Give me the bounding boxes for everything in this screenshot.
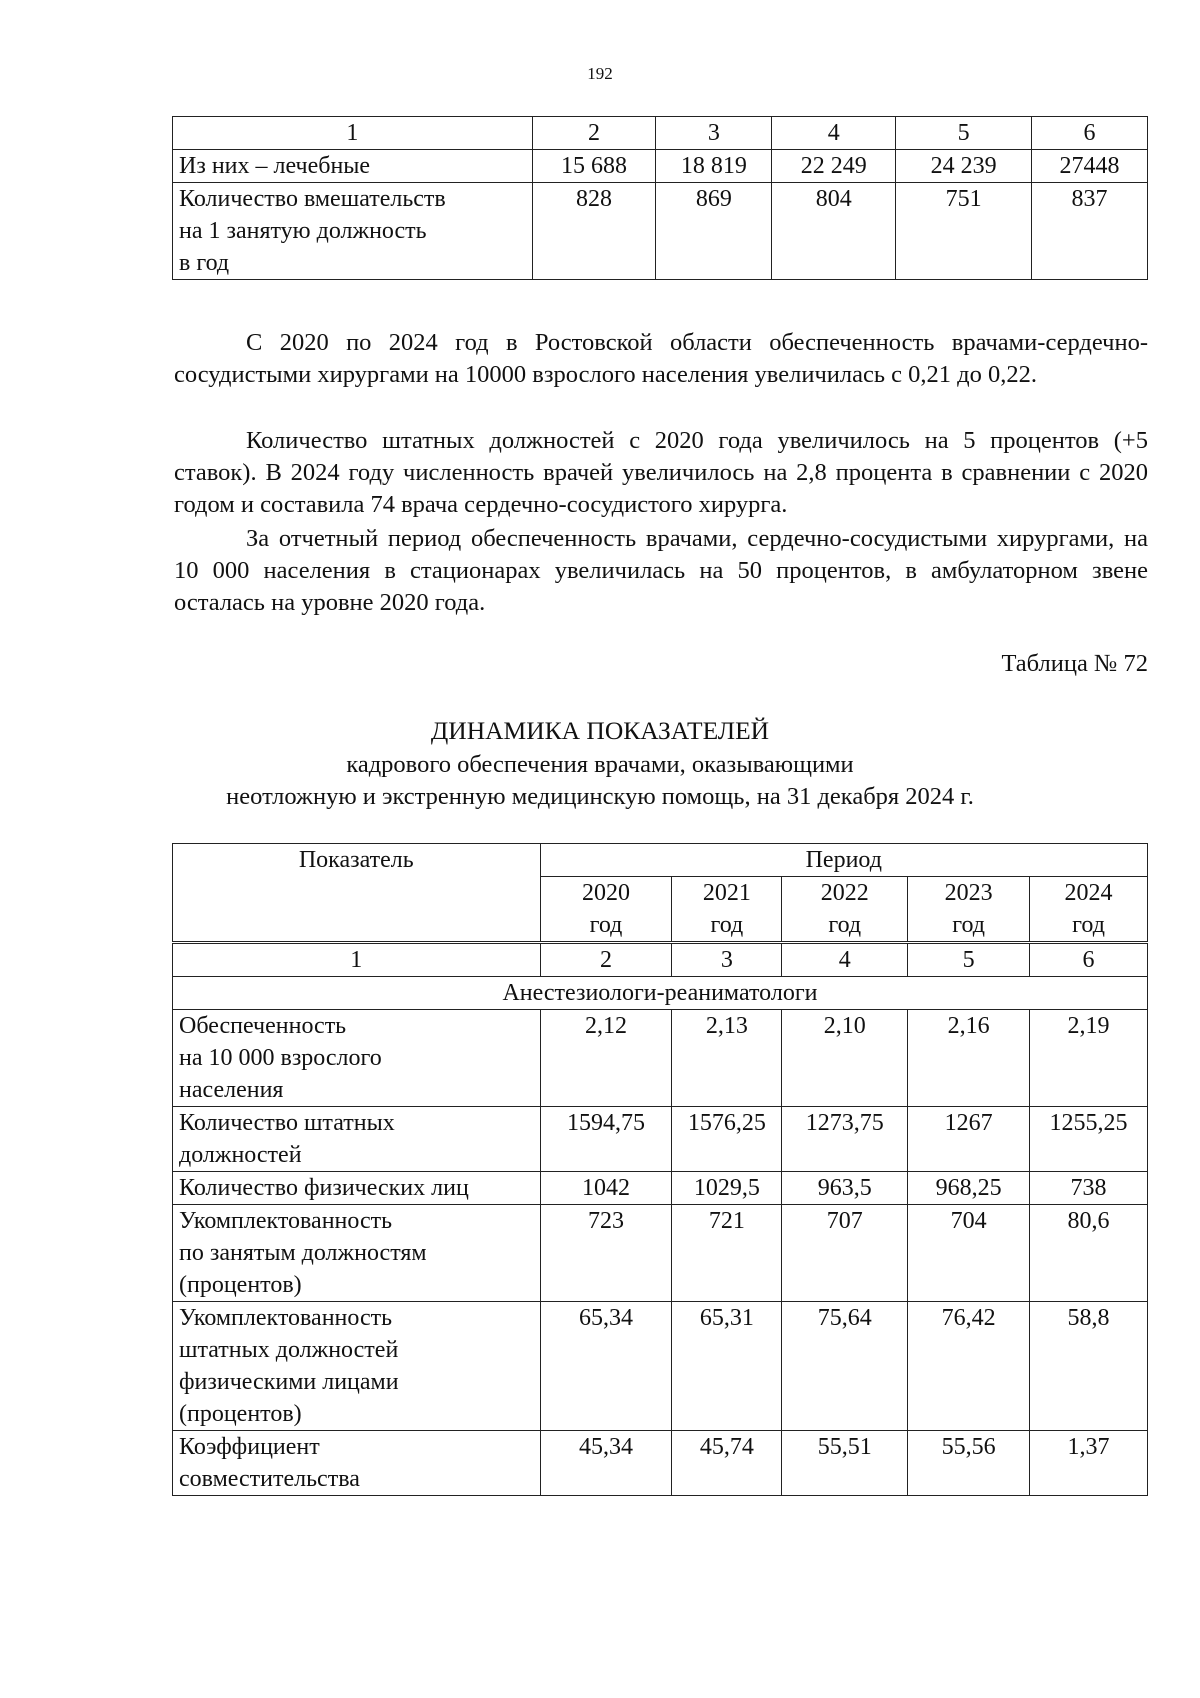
cell-value: 804 <box>772 183 896 280</box>
col-number: 2 <box>540 943 672 977</box>
row-label <box>173 1172 541 1205</box>
indicator-header: Показатель <box>173 844 541 943</box>
cell-value: 751 <box>896 183 1032 280</box>
table-number: Таблица № 72 <box>1001 650 1148 677</box>
year-label: 2023 <box>944 880 993 906</box>
column-number-row <box>173 943 1148 977</box>
cell-value: 738 <box>1030 1172 1148 1205</box>
row-label <box>173 1205 541 1302</box>
cell-value: 968,25 <box>908 1172 1030 1205</box>
cell-value: 2,19 <box>1030 1010 1148 1107</box>
table-row <box>173 1172 1148 1205</box>
col-number: 5 <box>896 117 1032 150</box>
cell-value: 24 239 <box>896 150 1032 183</box>
row-label <box>173 1010 541 1107</box>
col-number: 6 <box>1030 943 1148 977</box>
cell-value: 963,5 <box>782 1172 908 1205</box>
row-label-line: Коэффициент <box>179 1434 320 1460</box>
cell-value: 1267 <box>908 1107 1030 1172</box>
row-label-line: на 1 занятую должность <box>179 218 427 244</box>
row-label <box>173 1107 541 1172</box>
table-row <box>173 183 1148 280</box>
row-label <box>173 1431 541 1496</box>
cell-value: 721 <box>672 1205 782 1302</box>
row-label-line: штатных должностей <box>179 1337 399 1363</box>
cell-value: 1,37 <box>1030 1431 1148 1496</box>
staffing-table <box>172 843 1148 1496</box>
table-title: ДИНАМИКА ПОКАЗАТЕЛЕЙ <box>430 716 770 745</box>
row-label-line: населения <box>179 1077 284 1103</box>
col-number: 4 <box>772 117 896 150</box>
col-number: 4 <box>782 943 908 977</box>
col-number: 6 <box>1032 117 1148 150</box>
row-label-line: совместительства <box>179 1466 360 1492</box>
cell-value: 2,13 <box>672 1010 782 1107</box>
cell-value: 1255,25 <box>1030 1107 1148 1172</box>
body-paragraph: Количество штатных должностей с 2020 года увеличилось на 5 процентов (+5 ставок). В 2024 году численность врачей увеличилось на 2,8 процента в сравнении с 2020 годом и составила 74 врача сердечно-сосудистого хирурга. <box>174 427 1148 518</box>
year-header <box>540 877 672 943</box>
row-label-line: должностей <box>179 1142 302 1168</box>
continued-table <box>172 116 1148 280</box>
col-number: 1 <box>173 943 541 977</box>
cell-value: 1029,5 <box>672 1172 782 1205</box>
cell-value: 15 688 <box>532 150 656 183</box>
cell-value: 869 <box>656 183 772 280</box>
table-row <box>173 150 1148 183</box>
cell-value: 2,12 <box>540 1010 672 1107</box>
year-unit: год <box>710 912 744 938</box>
year-header <box>908 877 1030 943</box>
table-subtitle: неотложную и экстренную медицинскую помощь, на 31 декабря 2024 г. <box>226 783 974 810</box>
table-row <box>173 1302 1148 1431</box>
table-row <box>173 1010 1148 1107</box>
body-paragraph: С 2020 по 2024 год в Ростовской области обеспеченность врачами-сердечно-сосудистыми хирургами на 10000 взрослого населения увеличилась с 0,21 до 0,22. <box>174 329 1148 388</box>
row-label: Из них – лечебные <box>173 150 533 183</box>
cell-value: 58,8 <box>1030 1302 1148 1431</box>
year-header <box>672 877 782 943</box>
cell-value: 55,56 <box>908 1431 1030 1496</box>
cell-value: 18 819 <box>656 150 772 183</box>
cell-value: 45,74 <box>672 1431 782 1496</box>
row-label-line: по занятым должностям <box>179 1240 427 1266</box>
row-label-line: (процентов) <box>179 1401 302 1427</box>
col-number: 2 <box>532 117 656 150</box>
cell-value: 76,42 <box>908 1302 1030 1431</box>
row-label-line: Количество вмешательств <box>179 186 446 212</box>
table-header-row <box>173 117 1148 150</box>
col-number: 1 <box>173 117 533 150</box>
row-label-line: физическими лицами <box>179 1369 399 1395</box>
cell-value: 22 249 <box>772 150 896 183</box>
table-row <box>173 1431 1148 1496</box>
cell-value: 1273,75 <box>782 1107 908 1172</box>
cell-value: 45,34 <box>540 1431 672 1496</box>
cell-value: 65,31 <box>672 1302 782 1431</box>
cell-value: 704 <box>908 1205 1030 1302</box>
body-paragraph: За отчетный период обеспеченность врачами, сердечно-сосудистыми хирургами, на 10 000 населения в стационарах увеличилась на 50 процентов, в амбулаторном звене осталась на уровне 2020 года. <box>174 525 1148 616</box>
row-label-line: на 10 000 взрослого <box>179 1045 382 1071</box>
cell-value: 80,6 <box>1030 1205 1148 1302</box>
col-number: 3 <box>672 943 782 977</box>
cell-value: 828 <box>532 183 656 280</box>
row-label <box>173 183 533 280</box>
col-number: 3 <box>656 117 772 150</box>
section-row <box>173 977 1148 1010</box>
section-title: Анестезиологи-реаниматологи <box>173 977 1148 1010</box>
cell-value: 837 <box>1032 183 1148 280</box>
col-number: 5 <box>908 943 1030 977</box>
year-unit: год <box>952 912 985 938</box>
cell-value: 1042 <box>540 1172 672 1205</box>
table-header-row <box>173 844 1148 877</box>
year-unit: год <box>828 912 862 938</box>
row-label-line: в год <box>179 250 230 276</box>
row-label <box>173 1302 541 1431</box>
row-label-line: Укомплектованность <box>179 1305 393 1331</box>
row-label-line: (процентов) <box>179 1272 302 1298</box>
cell-value: 1594,75 <box>540 1107 672 1172</box>
cell-value: 55,51 <box>782 1431 908 1496</box>
cell-value: 2,16 <box>908 1010 1030 1107</box>
cell-value: 723 <box>540 1205 672 1302</box>
cell-value: 707 <box>782 1205 908 1302</box>
year-label: 2021 <box>702 880 751 906</box>
year-header <box>782 877 908 943</box>
table-row <box>173 1205 1148 1302</box>
year-label: 2020 <box>581 880 630 906</box>
year-unit: год <box>1072 912 1105 938</box>
table-subtitle: кадрового обеспечения врачами, оказывающими <box>346 751 854 778</box>
cell-value: 27448 <box>1032 150 1148 183</box>
cell-value: 75,64 <box>782 1302 908 1431</box>
row-label-line: Обеспеченность <box>179 1013 347 1039</box>
table-row <box>173 1107 1148 1172</box>
row-label-line: Количество физических лиц <box>179 1175 469 1201</box>
year-header <box>1030 877 1148 943</box>
page-number: 192 <box>587 64 613 83</box>
cell-value: 65,34 <box>540 1302 672 1431</box>
year-label: 2024 <box>1064 880 1113 906</box>
cell-value: 2,10 <box>782 1010 908 1107</box>
cell-value: 1576,25 <box>672 1107 782 1172</box>
period-header: Период <box>540 844 1147 877</box>
row-label-line: Укомплектованность <box>179 1208 393 1234</box>
year-unit: год <box>589 912 623 938</box>
row-label-line: Количество штатных <box>179 1110 395 1136</box>
year-label: 2022 <box>820 880 869 906</box>
